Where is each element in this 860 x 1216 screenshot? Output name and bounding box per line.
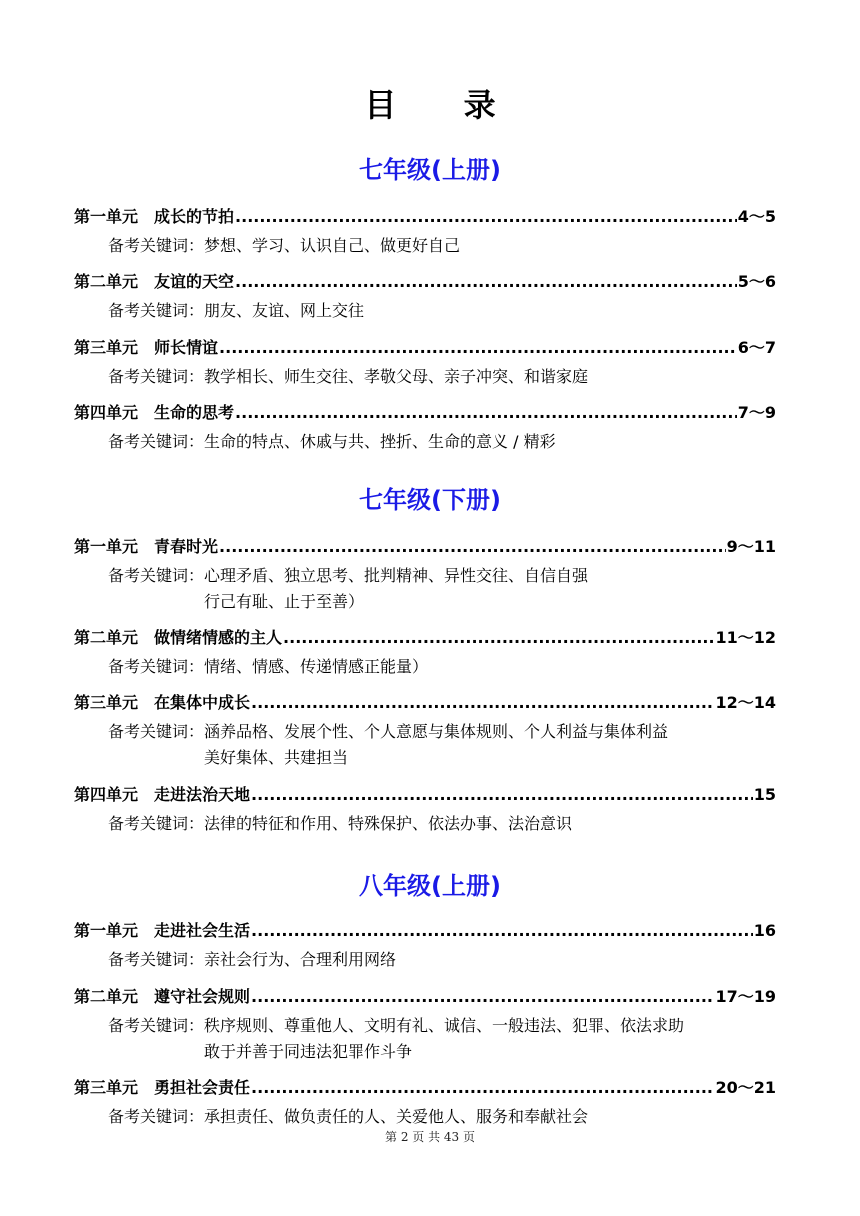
unit-label: 第二单元 [74, 628, 139, 647]
page-range: 12～14 [715, 693, 776, 712]
keywords-row [108, 654, 776, 680]
page-range: 7～9 [737, 403, 776, 422]
toc-entry[interactable] [74, 690, 776, 771]
toc-entry[interactable] [74, 625, 776, 680]
keywords-text: 秩序规则、尊重他人、文明有礼、诚信、一般违法、犯罪、依法求助 [204, 1016, 685, 1035]
page-range: 4～5 [737, 207, 776, 226]
unit-label: 第四单元 [74, 785, 139, 804]
keywords-text: 生命的特点、休戚与共、挫折、生命的意义 / 精彩 [204, 432, 556, 451]
keywords-label: 备考关键词： [108, 1016, 205, 1035]
unit-title: 成长的节拍 [154, 207, 235, 226]
unit-label: 第一单元 [74, 207, 139, 226]
keywords-text: 承担责任、做负责任的人、关爱他人、服务和奉献社会 [204, 1107, 589, 1126]
page-range: 11～12 [715, 628, 776, 647]
page-title: 目 录 [364, 86, 524, 124]
toc-entry[interactable] [74, 782, 776, 837]
keywords-label: 备考关键词： [108, 236, 205, 255]
unit-label: 第三单元 [74, 693, 139, 712]
section-heading: 七年级(下册) [359, 486, 501, 514]
leader-dots [219, 338, 737, 357]
keywords-text: 敢于并善于同违法犯罪作斗争 [204, 1042, 413, 1061]
leader-dots [251, 785, 753, 804]
page-range: 20～21 [715, 1078, 776, 1097]
unit-label: 第一单元 [74, 921, 139, 940]
section-heading: 八年级(上册) [359, 872, 501, 900]
page-range: 5～6 [737, 272, 776, 291]
leader-dots [251, 921, 753, 940]
keywords-text: 行己有耻、止于至善） [204, 592, 365, 611]
keywords-row [108, 364, 776, 390]
keywords-text: 梦想、学习、认识自己、做更好自己 [204, 236, 461, 255]
toc-entry[interactable] [74, 269, 776, 324]
keywords-label: 备考关键词： [108, 722, 205, 741]
leader-dots [235, 207, 737, 226]
leader-dots [235, 403, 737, 422]
toc-entry[interactable] [74, 335, 776, 390]
keywords-text: 美好集体、共建担当 [204, 748, 349, 767]
toc-entry[interactable] [74, 918, 776, 973]
keywords-text: 心理矛盾、独立思考、批判精神、异性交往、自信自强 [204, 566, 589, 585]
toc-entry[interactable] [74, 534, 776, 615]
keywords-label: 备考关键词： [108, 950, 205, 969]
leader-dots [251, 987, 714, 1006]
unit-label: 第四单元 [74, 403, 139, 422]
unit-label: 第一单元 [74, 537, 139, 556]
keywords-row [108, 719, 776, 771]
keywords-label: 备考关键词： [108, 566, 205, 585]
page-range: 17～19 [715, 987, 776, 1006]
unit-label: 第二单元 [74, 987, 139, 1006]
keywords-text: 法律的特征和作用、特殊保护、依法办事、法治意识 [204, 814, 573, 833]
unit-title: 走进社会生活 [154, 921, 251, 940]
unit-title: 青春时光 [154, 537, 219, 556]
keywords-label: 备考关键词： [108, 814, 205, 833]
keywords-row [108, 947, 776, 973]
unit-title: 勇担社会责任 [154, 1078, 251, 1097]
page-range: 15 [753, 785, 776, 804]
leader-dots [251, 693, 714, 712]
unit-title: 师长情谊 [154, 338, 219, 357]
toc-entry[interactable] [74, 984, 776, 1065]
keywords-row [108, 1104, 776, 1130]
keywords-row [108, 563, 776, 615]
leader-dots [283, 628, 714, 647]
keywords-row [108, 298, 776, 324]
section-heading: 七年级(上册) [359, 156, 501, 184]
page-range: 9～11 [726, 537, 776, 556]
unit-title: 在集体中成长 [154, 693, 251, 712]
keywords-text: 情绪、情感、传递情感正能量） [204, 657, 429, 676]
leader-dots [251, 1078, 714, 1097]
unit-title: 生命的思考 [154, 403, 235, 422]
keywords-row [108, 1013, 776, 1065]
unit-label: 第三单元 [74, 338, 139, 357]
unit-title: 做情绪情感的主人 [154, 628, 283, 647]
page-range: 16 [753, 921, 776, 940]
page-footer: 第 2 页 共 43 页 [385, 1130, 475, 1144]
keywords-label: 备考关键词： [108, 432, 205, 451]
keywords-text: 朋友、友谊、网上交往 [204, 301, 365, 320]
leader-dots [235, 272, 737, 291]
unit-title: 友谊的天空 [154, 272, 235, 291]
toc-entry[interactable] [74, 400, 776, 455]
keywords-row [108, 811, 776, 837]
keywords-label: 备考关键词： [108, 367, 205, 386]
unit-title: 遵守社会规则 [154, 987, 251, 1006]
keywords-row [108, 233, 776, 259]
unit-title: 走进法治天地 [154, 785, 251, 804]
toc-entry[interactable] [74, 1075, 776, 1130]
keywords-label: 备考关键词： [108, 301, 205, 320]
keywords-text: 亲社会行为、合理利用网络 [204, 950, 397, 969]
keywords-label: 备考关键词： [108, 657, 205, 676]
keywords-label: 备考关键词： [108, 1107, 205, 1126]
keywords-text: 涵养品格、发展个性、个人意愿与集体规则、个人利益与集体利益 [204, 722, 669, 741]
leader-dots [219, 537, 726, 556]
unit-label: 第二单元 [74, 272, 139, 291]
keywords-text: 教学相长、师生交往、孝敬父母、亲子冲突、和谐家庭 [204, 367, 589, 386]
toc-entry[interactable] [74, 204, 776, 259]
page-range: 6～7 [737, 338, 776, 357]
keywords-row [108, 429, 776, 455]
unit-label: 第三单元 [74, 1078, 139, 1097]
